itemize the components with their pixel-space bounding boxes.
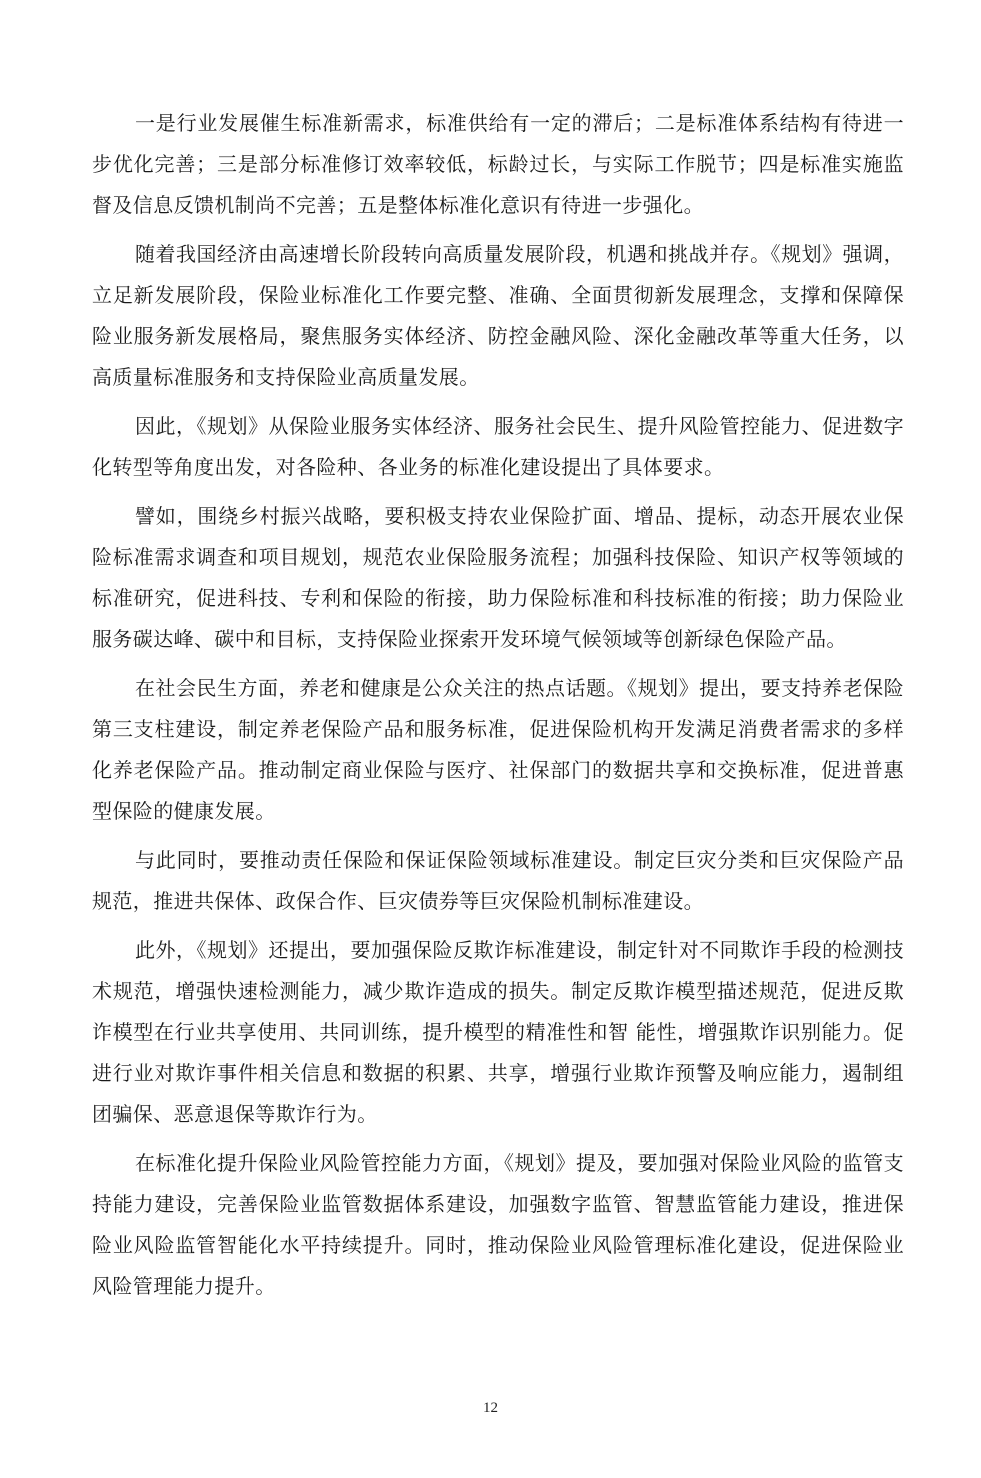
paragraph-1: 一是行业发展催生标准新需求，标准供给有一定的滞后；二是标准体系结构有待进一步优化完善；三是部分标准修订效率较低，标龄过长，与实际工作脱节；四是标准实施监督及信息反馈机制尚不完善；五是整体标准化意识有待进一步强化。 [92, 111, 904, 217]
paragraph-5: 在社会民生方面，养老和健康是公众关注的热点话题。《规划》提出，要支持养老保险第三支柱建设，制定养老保险产品和服务标准，促进保险机构开发满足消费者需求的多样化养老保险产品。推动制定商业保险与医疗、社保部门的数据共享和交换标准，促进普惠型保险的健康发展。 [92, 676, 904, 823]
paragraph-7: 此外，《规划》还提出，要加强保险反欺诈标准建设，制定针对不同欺诈手段的检测技术规范，增强快速检测能力，减少欺诈造成的损失。制定反欺诈模型描述规范，促进反欺诈模型在行业共享使用、共同训练，提升模型的精准性和智 能性，增强欺诈识别能力。促进行业对欺诈事件相关信息和数据的积累、共享，增强行业欺诈预警及响应能力，遏制组团骗保、恶意退保等欺诈行为。 [92, 938, 904, 1126]
page-number: 12 [483, 1400, 498, 1416]
paragraph-4: 譬如，围绕乡村振兴战略，要积极支持农业保险扩面、增品、提标，动态开展农业保险标准需求调查和项目规划，规范农业保险服务流程；加强科技保险、知识产权等领域的标准研究，促进科技、专利和保险的衔接，助力保险标准和科技标准的衔接；助力保险业服务碳达峰、碳中和目标，支持保险业探索开发环境气候领域等创新绿色保险产品。 [92, 504, 904, 651]
paragraph-8: 在标准化提升保险业风险管控能力方面，《规划》提及，要加强对保险业风险的监管支持能力建设，完善保险业监管数据体系建设，加强数字监管、智慧监管能力建设，推进保险业风险监管智能化水平持续提升。同时，推动保险业风险管理标准化建设，促进保险业风险管理能力提升。 [92, 1151, 904, 1298]
paragraph-6: 与此同时，要推动责任保险和保证保险领域标准建设。制定巨灾分类和巨灾保险产品规范，推进共保体、政保合作、巨灾债券等巨灾保险机制标准建设。 [92, 848, 904, 913]
body-text [92, 103, 904, 1315]
paragraph-3: 因此，《规划》从保险业服务实体经济、服务社会民生、提升风险管控能力、促进数字化转型等角度出发，对各险种、各业务的标准化建设提出了具体要求。 [92, 414, 904, 479]
paragraph-2: 随着我国经济由高速增长阶段转向高质量发展阶段，机遇和挑战并存。《规划》强调，立足新发展阶段，保险业标准化工作要完整、准确、全面贯彻新发展理念，支撑和保障保险业服务新发展格局，聚焦服务实体经济、防控金融风险、深化金融改革等重大任务，以高质量标准服务和支持保险业高质量发展。 [92, 242, 904, 389]
